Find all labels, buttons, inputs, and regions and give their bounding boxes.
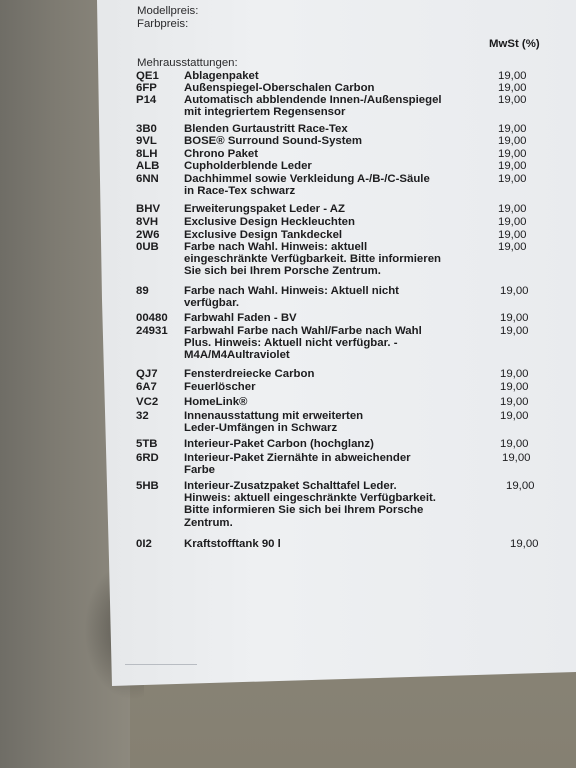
option-description-line: Bitte informieren Sie sich bei Ihrem Porsche [184,504,424,517]
option-code: 8LH [136,148,158,160]
option-description [184,312,474,324]
vat-rate: 19,00 [498,82,527,94]
option-description [184,94,474,118]
vat-rate: 19,00 [498,160,527,172]
option-description [184,452,474,476]
option-code: VC2 [136,396,159,408]
vat-rate: 19,00 [498,241,527,253]
option-code: QE1 [136,70,159,82]
option-description-line: Erweiterungspaket Leder - AZ [184,203,345,215]
options-section-label: Mehrausstattungen: [137,57,238,69]
option-description-line: Farbe nach Wahl. Hinweis: Aktuell nicht [184,285,399,297]
option-code: 2W6 [136,229,160,241]
divider [125,664,197,665]
option-code: 6FP [136,82,157,94]
option-description [184,325,474,362]
option-description [184,203,474,215]
option-description [184,160,474,172]
option-description [184,148,474,160]
option-description-line: BOSE® Surround Sound-System [184,135,363,147]
option-description [184,241,474,278]
vat-rate: 19,00 [500,410,529,422]
option-code: 6RD [136,452,159,464]
vat-rate: 19,00 [500,325,529,337]
option-code: 8VH [136,216,159,228]
vat-rate: 19,00 [500,396,529,408]
option-description-line: Automatisch abblendende Innen-/Außenspiegel [184,94,442,106]
option-description-line: Interieur-Zusatzpaket Schalttafel Leder. [184,480,397,492]
vat-rate: 19,00 [498,123,527,135]
option-description-line: Plus. Hinweis: Aktuell nicht verfügbar. - [184,337,398,350]
option-code: BHV [136,203,161,215]
option-description-line: Innenausstattung mit erweiterten [184,410,364,422]
color-price-label: Farbpreis: [137,18,189,30]
option-code: 9VL [136,135,157,147]
option-description [184,396,474,408]
vat-rate: 19,00 [498,94,527,106]
option-code: 24931 [136,325,168,337]
option-description-line: HomeLink® [184,396,248,408]
vat-rate: 19,00 [498,135,527,147]
model-price-label: Modellpreis: [137,5,199,17]
option-description [184,438,474,450]
option-description [184,410,474,434]
vat-rate: 19,00 [500,381,529,393]
option-description [184,538,474,550]
option-description-line: Farbwahl Farbe nach Wahl/Farbe nach Wahl [184,325,422,337]
vat-rate: 19,00 [502,452,531,464]
option-description [184,135,474,147]
vat-rate: 19,00 [500,312,529,324]
option-code: 00480 [136,312,168,324]
vat-rate: 19,00 [498,203,527,215]
option-description-line: Ablagenpaket [184,70,259,82]
vat-rate: 19,00 [500,368,529,380]
vat-rate: 19,00 [500,285,529,297]
option-description-line: M4A/M4Aultraviolet [184,349,290,362]
option-description-line: Interieur-Paket Carbon (hochglanz) [184,438,374,450]
option-description [184,381,474,393]
vat-rate: 19,00 [510,538,539,550]
option-code: 6A7 [136,381,157,393]
option-description-line: Exclusive Design Heckleuchten [184,216,355,228]
option-description [184,216,474,228]
option-description-line: Farbe [184,464,216,477]
vat-rate: 19,00 [498,229,527,241]
vat-rate: 19,00 [498,173,527,185]
vat-column-header: MwSt (%) [489,38,540,50]
option-description-line: Chrono Paket [184,148,259,160]
option-code: 0UB [136,241,159,253]
option-description [184,285,474,309]
option-description-line: Cupholderblende Leder [184,160,312,172]
option-description [184,173,474,197]
option-description-line: Exclusive Design Tankdeckel [184,229,343,241]
vat-rate: 19,00 [500,438,529,450]
option-description [184,82,474,94]
option-description-line: Hinweis: aktuell eingeschränkte Verfügbarkeit. [184,492,436,505]
option-code: 5HB [136,480,159,492]
option-code: QJ7 [136,368,158,380]
option-description-line: Zentrum. [184,516,233,529]
option-description [184,368,474,380]
option-description-line: Kraftstofftank 90 l [184,538,281,550]
option-code: 32 [136,410,149,422]
option-description-line: Fensterdreiecke Carbon [184,368,315,380]
option-description [184,229,474,241]
option-description-line: Feuerlöscher [184,381,256,393]
vat-rate: 19,00 [498,216,527,228]
vat-rate: 19,00 [498,148,527,160]
option-description-line: mit integriertem Regensensor [184,106,346,119]
option-description-line: verfügbar. [184,297,240,310]
option-code: ALB [136,160,160,172]
option-description-line: Sie sich bei Ihrem Porsche Zentrum. [184,265,381,278]
option-description-line: Leder-Umfängen in Schwarz [184,422,338,435]
option-description-line: Farbe nach Wahl. Hinweis: aktuell [184,241,368,253]
vat-rate: 19,00 [506,480,535,492]
option-description [184,70,474,82]
option-description [184,480,474,529]
option-code: 6NN [136,173,159,185]
option-description-line: Dachhimmel sowie Verkleidung A-/B-/C-Säule [184,173,430,185]
vat-rate: 19,00 [498,70,527,82]
option-description-line: in Race-Tex schwarz [184,185,296,198]
option-description-line: Außenspiegel-Oberschalen Carbon [184,82,375,94]
option-code: 3B0 [136,123,157,135]
option-code: P14 [136,94,157,106]
option-description [184,123,474,135]
option-description-line: eingeschränkte Verfügbarkeit. Bitte informieren [184,253,441,266]
option-code: 0I2 [136,538,152,550]
option-code: 5TB [136,438,158,450]
option-code: 89 [136,285,149,297]
option-description-line: Interieur-Paket Ziernähte in abweichender [184,452,411,464]
option-description-line: Blenden Gurtaustritt Race-Tex [184,123,348,135]
option-description-line: Farbwahl Faden - BV [184,312,297,324]
